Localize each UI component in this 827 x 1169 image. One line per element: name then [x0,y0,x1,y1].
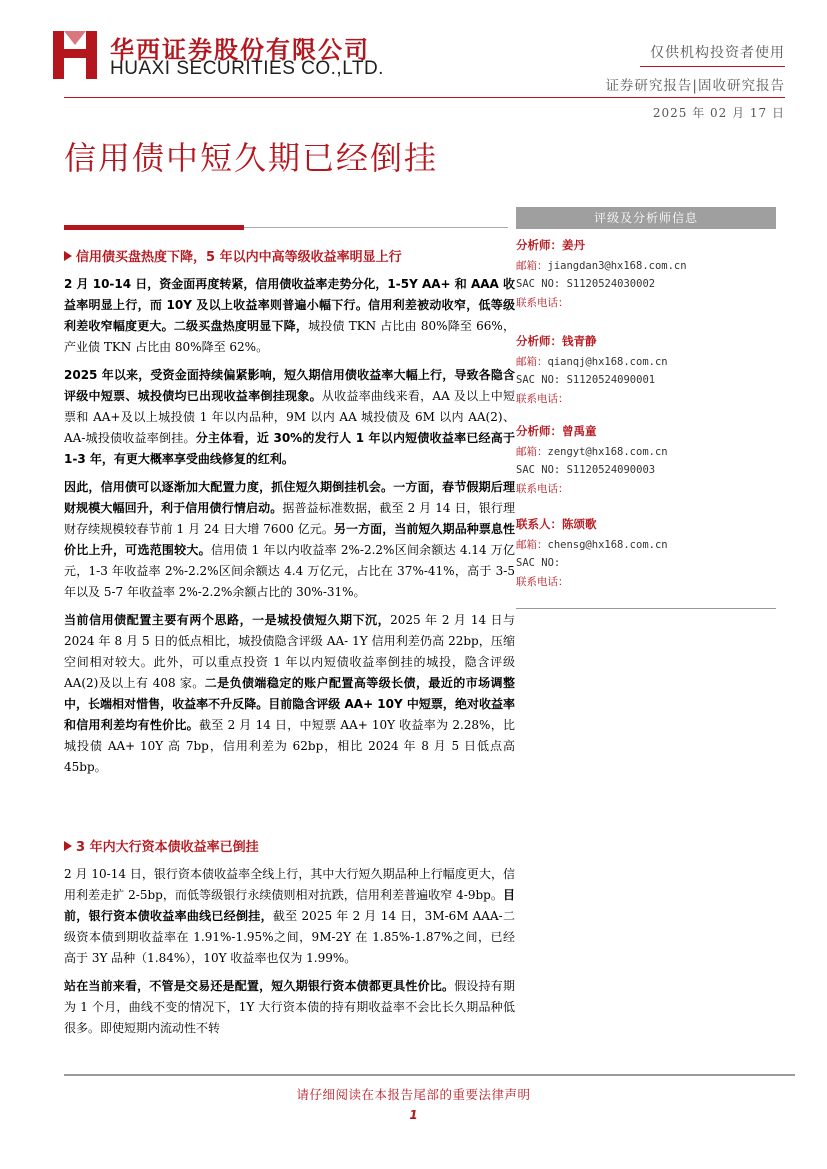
analyst-name: 钱青静 [562,334,597,348]
page-number: 1 [409,1108,418,1122]
report-title: 信用债中短久期已经倒挂 [64,139,439,177]
analyst-sac: S1120524030002 [566,278,656,290]
text-run: 截至 2025 年 2 月 14 日，3M-6M AAA-二级资本债到期收益率在 1.91%-1.95%之间，9M-2Y 在 1.85%-1.87%之间，已经高于 3Y 品种（1.84%），10Y 收益率也仅为 1.99%。 [64,909,515,965]
text-run: 信用债 1 年以内收益率 2%-2.2%区间余额达 4.14 万亿元，1-3 年收益率 2%-2.2%区间余额达 4.4 万亿元，占比在 37%-41%，高于 3-5 年以及 5-7 年收益率 2%-2.2%余额占比的 30%-31%。 [64,543,515,599]
text-run: 据普益标准数据，截至 2 月 14 日，银行理财存续规模较春节前 1 月 24 日大增 7600 亿元。 [64,501,515,536]
text-run: 2025 年 2 月 14 日与 2024 年 8 月 5 日的低点相比，城投债隐含评级 AA- 1Y 信用利差仍高 22bp，压缩空间相对较大。此外，可以重点投资 1 年以内短债收益率倒挂的城投，隐含评级 AA(2)及以上有 408 家。 [64,613,515,690]
analyst-card: 分析师：姜丹 邮箱：jiangdan3@hx168.com.cn SAC NO: S1120524030002 联系电话： [516,238,687,309]
section1-body [64,274,515,778]
paragraph [64,864,515,969]
bold-text-run: 分主体看，近 30%的发行人 1 年以内短债收益率已经高于 1-3 年，有更大概率享受曲线修复的红利。 [64,431,516,466]
bold-text-run: 当前信用债配置主要有两个思路，一是城投债短久期下沉， [64,613,391,627]
audience-note: 仅供机构投资者使用 [650,45,785,61]
contact-email[interactable]: chensg@hx168.com.cn [547,539,668,551]
analyst-sidebar [516,207,776,588]
paragraph [64,274,515,358]
header-divider [64,97,785,98]
bold-text-run: 另一方面，当前短久期品种票息性价比上升，可选范围较大。 [64,522,515,557]
section-heading-2: 3 年内大行资本债收益率已倒挂 [64,836,259,855]
huaxi-logo-icon [53,31,97,79]
analyst-name: 曾禹童 [562,424,597,438]
sidebar-heading: 评级及分析师信息 [516,207,776,229]
analyst-card: 分析师：钱青静 邮箱：qianqj@hx168.com.cn SAC NO: S1120524090001 联系电话： [516,334,668,405]
report-date: 2025 年 02 月 17 日 [652,106,785,120]
text-run: 从收益率曲线来看，AA 及以上中短票和 AA+及以上城投债 1 年以内品种，9M 以内 AA 城投债及 6M 以内 AA(2)、AA-城投债收益率倒挂。 [64,389,515,445]
text-run: 假设持有期为 1 个月，曲线不变的情况下，1Y 大行资本债的持有期收益率不会比长久期品种低很多。即使短期内流动性不转 [64,979,515,1035]
paragraph [64,365,515,470]
title-accent-bar [64,225,244,230]
analyst-sac: S1120524090003 [566,464,656,476]
analyst-email[interactable]: zengyt@hx168.com.cn [547,446,668,458]
analyst-name: 姜丹 [562,238,585,252]
contact-card: 联系人：陈颂歌 邮箱：chensg@hx168.com.cn SAC NO: 联系电话： [516,517,668,588]
text-run: 城投债 TKN 占比由 80%降至 66%，产业债 TKN 占比由 80%降至 62%。 [64,319,515,354]
paragraph [64,477,515,603]
section2-body [64,864,515,1039]
footer-rule [64,1074,795,1076]
bold-text-run: 2 月 10-14 日，资金面再度转紧，信用债收益率走势分化，1-5Y AA+ 和 AAA 收益率明显上行，而 10Y 及以上收益率则普遍小幅下行。信用利差被动收窄，低等级利差收窄幅度更大。二级买盘热度明显下降， [64,277,515,333]
report-type: 证券研究报告|固收研究报告 [605,78,785,94]
paragraph [64,610,515,778]
section-heading-1: 信用债买盘热度下降，5 年以内中高等级收益率明显上行 [64,246,402,265]
text-run: 截至 2 月 14 日，中短票 AA+ 10Y 收益率为 2.28%，比城投债 AA+ 10Y 高 7bp，信用利差为 62bp，相比 2024 年 8 月 5 日低点高 45bp。 [64,718,515,774]
company-name-cn: 华西证券股份有限公司 [110,36,370,64]
header-rule [640,66,785,67]
contact-name: 陈颂歌 [562,517,597,531]
bold-text-run: 站在当前来看，不管是交易还是配置，短久期银行资本债都更具性价比。 [64,979,455,993]
bold-text-run: 2025 年以来，受资金面持续偏紧影响，短久期信用债收益率大幅上行，导致各隐含评级中短票、城投债均已出现收益率倒挂现象。 [64,368,515,403]
legal-disclaimer-link[interactable]: 请仔细阅读在本报告尾部的重要法律声明 [296,1087,531,1102]
title-rule [244,227,508,228]
bold-text-run: 二是负债端稳定的账户配置高等级长债，最近的市场调整中，长端相对惜售，收益率不升反降。目前隐含评级 AA+ 10Y 中短票，绝对收益率和信用利差均有性价比。 [64,676,515,732]
sidebar-rule [516,608,776,609]
analyst-email[interactable]: jiangdan3@hx168.com.cn [547,260,687,272]
text-run: 2 月 10-14 日，银行资本债收益率全线上行，其中大行短久期品种上行幅度更大，信用利差走扩 2-5bp，而低等级银行永续债则相对抗跌，信用利差普遍收窄 4-9bp。 [64,867,515,902]
paragraph [64,976,515,1039]
analyst-email[interactable]: qianqj@hx168.com.cn [547,356,668,368]
triangle-bullet-icon [64,251,72,261]
analyst-card: 分析师：曾禹童 邮箱：zengyt@hx168.com.cn SAC NO: S1120524090003 联系电话： [516,424,668,495]
company-name-en: HUAXI SECURITIES CO.,LTD. [110,58,384,79]
bold-text-run: 目前，银行资本债收益率曲线已经倒挂， [64,888,515,923]
bold-text-run: 因此，信用债可以逐渐加大配置力度，抓住短久期倒挂机会。一方面，春节假期后理财规模大幅回升，利于信用债行情启动。 [64,480,515,515]
triangle-bullet-icon [64,841,72,851]
analyst-sac: S1120524090001 [566,374,656,386]
